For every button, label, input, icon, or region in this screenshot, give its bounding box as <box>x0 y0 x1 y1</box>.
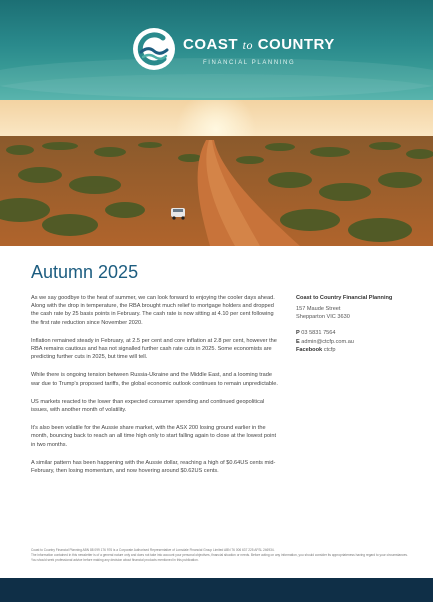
paragraph: It's also been volatile for the Aussie share market, with the ASX 200 losing ground earlier in the month, bouncing back to reach an all time high only to start falling again to close at the lowest point in two months. <box>31 425 277 448</box>
phone-number[interactable]: 03 5831 7564 <box>301 330 336 337</box>
disclaimer-text: Coast to Country Financial Planning ABN 88 099 176 976 is a Corporate Authorised Representative of Lonsdale Financial Group Limited ABN 76 006 637 225 AFSL 246934. <box>31 548 275 552</box>
brand-name-part2: COUNTRY <box>257 36 335 53</box>
landscape-image <box>0 100 433 246</box>
email-link[interactable]: admin@ctcfp.com.au <box>301 338 354 345</box>
disclaimer-text: The information contained in this newsletter is of a general nature only and does not take into account your personal objectives, financial situation or needs. Before acting on any information, you should consider its appropriateness having regard to your circumstances. You should seek professional advice before making any decision about financial products mentioned in this publication. <box>31 553 408 562</box>
paragraph: While there is ongoing tension between Russia-Ukraine and the Middle East, and a looming trade war due to Trump's proposed tariffs, the global economic outlook continues to remain unpredictable. <box>31 372 278 387</box>
paragraph: US markets reacted to the lower than expected consumer spending and continued geopolitical issues, with another month of volatility. <box>31 398 265 414</box>
contact-details <box>296 294 416 354</box>
facebook-line <box>296 346 416 354</box>
paragraph: As we say goodbye to the heat of summer, we can look forward to enjoying the cooler days ahead. Along with the drop in temperature, the RBA brought much relief to mortgage holders and dropped the cash rate by 25 basis points in February. The cash rate is now sitting at 4.10 per cent following the first rate reduction since November 2020. <box>31 295 275 326</box>
business-name: Coast to Country Financial Planning <box>296 295 393 301</box>
disclaimer <box>31 548 411 563</box>
email-line <box>296 338 416 346</box>
brand-tagline: FINANCIAL PLANNING <box>203 60 296 66</box>
phone-line <box>296 329 416 337</box>
paragraph: A similar pattern has been happening with the Aussie dollar, reaching a high of $0.64US cents mid-February, then losing momentum, and now hovering around $0.62US cents. <box>31 459 276 475</box>
brand-name-part1: COAST <box>183 36 238 53</box>
outback-road-photo <box>0 100 433 246</box>
brand-logo <box>131 26 335 78</box>
address-line: 157 Maude Street <box>296 306 341 312</box>
email-label: E <box>296 338 300 345</box>
article-body <box>31 294 281 475</box>
footer-bar <box>0 578 433 602</box>
address-line: Shepparton VIC 3630 <box>296 314 350 321</box>
page-title: Autumn 2025 <box>31 262 139 282</box>
header-banner <box>0 0 433 100</box>
brand-name-connector: to <box>242 38 254 52</box>
brand-logo-icon <box>131 26 177 72</box>
facebook-link[interactable]: ctcfp <box>323 346 336 353</box>
brand-name <box>183 36 335 53</box>
facebook-label: Facebook <box>296 346 323 353</box>
paragraph: Inflation remained steady in February, at 2.5 per cent and core inflation at 2.8 per cent, however the RBA remains cautious and has not signalled further cash rate cuts in 2025. Some economists are predicting further cuts in 2025, but time will tell. <box>31 337 277 361</box>
phone-label: P <box>296 330 300 337</box>
